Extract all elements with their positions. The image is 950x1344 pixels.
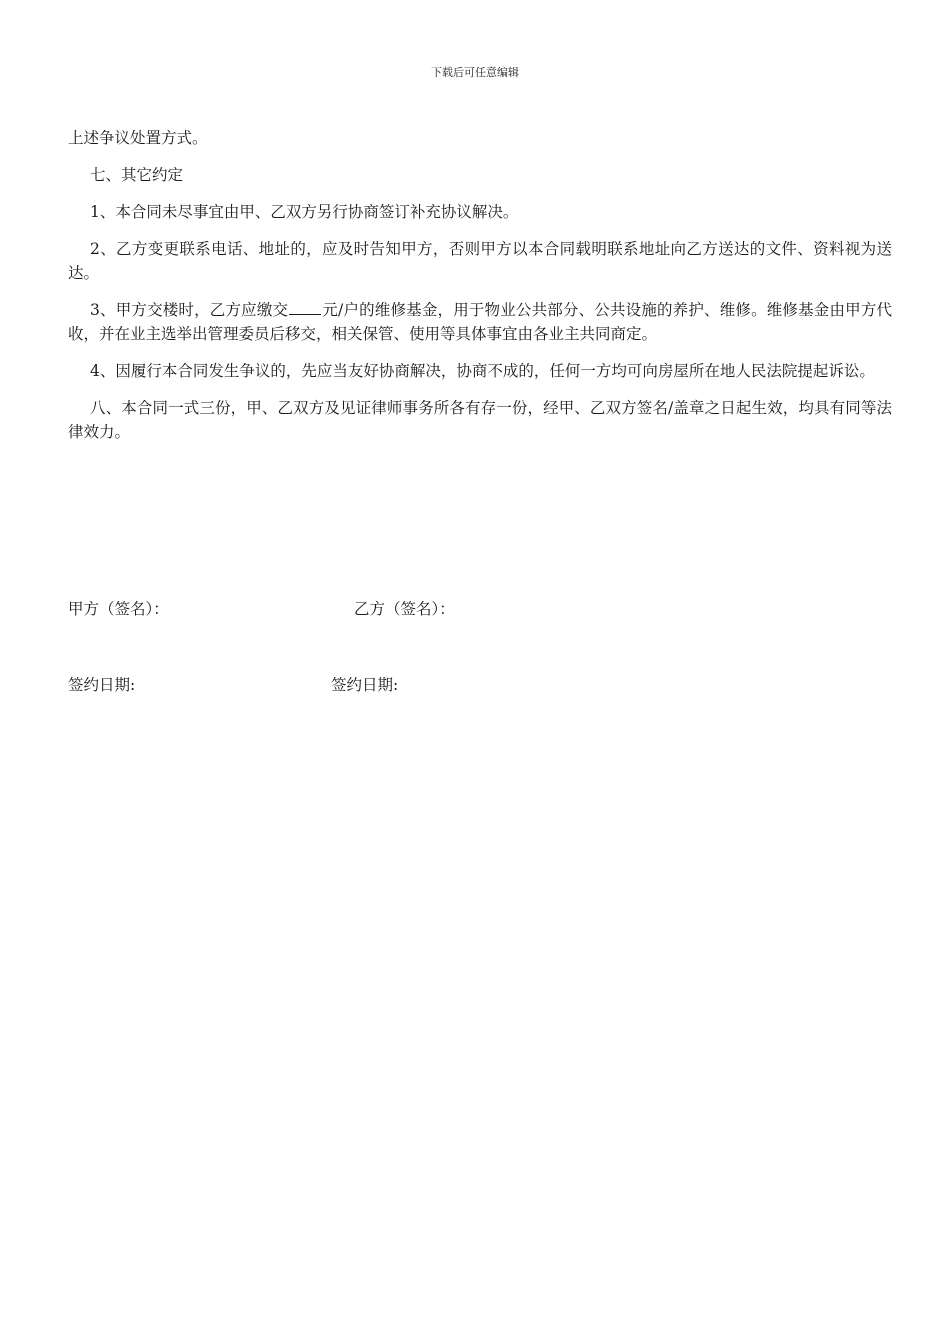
section-eight-copies-effect: 八、本合同一式三份，甲、乙双方及见证律师事务所各有存一份，经甲、乙双方签名/盖章之日起生效，均具有同等法律效力。 [68, 399, 892, 441]
party-a-date-label: 签约日期: [68, 676, 136, 694]
clause-3-maintenance-fund [68, 298, 892, 346]
clause-1-supplementary-agreement: 1、本合同未尽事宜由甲、乙双方另行协商签订补充协议解决。 [90, 203, 519, 221]
clause-3-text-before: 3、甲方交楼时，乙方应缴交 [90, 301, 289, 319]
clause-4-dispute-resolution: 4、因履行本合同发生争议的，先应当友好协商解决，协商不成的，任何一方均可向房屋所在地人民法院提起诉讼。 [90, 362, 875, 380]
contract-body [68, 126, 892, 457]
section-heading-other-terms: 七、其它约定 [90, 166, 184, 184]
clause-3-text-after: 元/户的维修基金，用于物业公共部分、公共设施的养护、维修。维修基金由甲方代收，并在业主选举出管理委员后移交，相关保管、使用等具体事宜由各业主共同商定。 [68, 301, 892, 343]
amount-blank-line [289, 299, 321, 315]
party-b-signature-label: 乙方（签名）： [354, 600, 455, 618]
party-b-date-label: 签约日期: [331, 676, 399, 694]
paragraph-dispute-method: 上述争议处置方式。 [68, 129, 208, 147]
page-header-note: 下载后可任意编辑 [431, 66, 519, 79]
clause-2-contact-change: 2、乙方变更联系电话、地址的，应及时告知甲方，否则甲方以本合同载明联系地址向乙方送达的文件、资料视为送达。 [68, 240, 892, 282]
party-a-signature-label: 甲方（签名）： [68, 600, 169, 618]
